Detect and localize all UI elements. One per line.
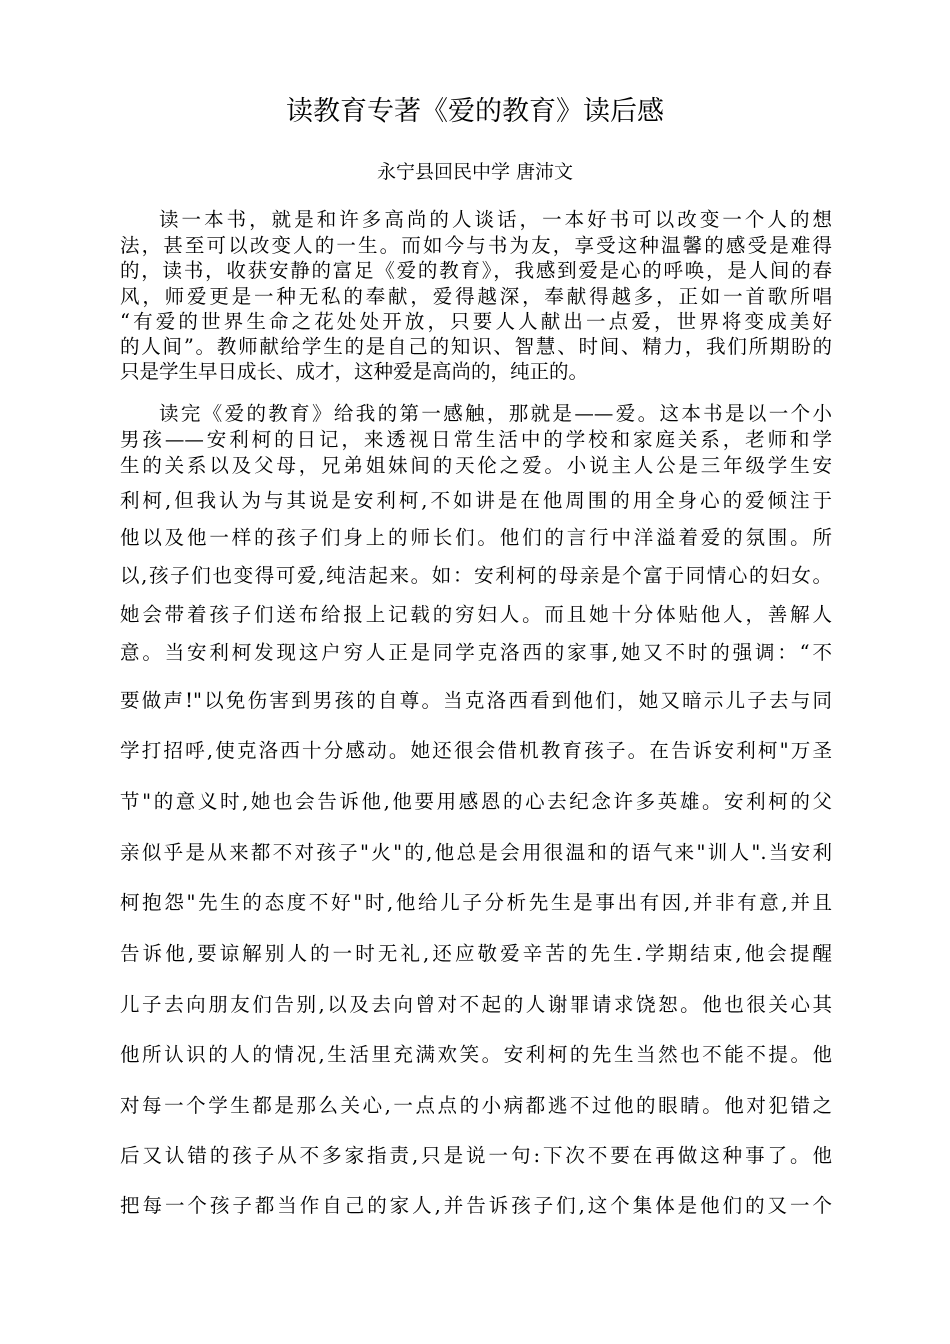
paragraph-line: 把每一个孩子都当作自己的家人,并告诉孩子们,这个集体是他们的又一个 xyxy=(120,1194,832,1217)
paragraph-line: 告诉他,要谅解别人的一时无礼,还应敬爱辛苦的先生.学期结束,他会提醒 xyxy=(120,942,832,965)
paragraph-line: 男孩——安利柯的日记，来透视日常生活中的学校和家庭关系，老师和学 xyxy=(120,428,832,451)
paragraph-line: 的人间”。教师献给学生的是自己的知识、智慧、时间、精力，我们所期盼的 xyxy=(120,335,832,358)
paragraph-line: 只是学生早日成长、成才，这种爱是高尚的，纯正的。 xyxy=(120,360,589,383)
paragraph-line: 以,孩子们也变得可爱,纯洁起来。如：安利柯的母亲是个富于同情心的妇女。 xyxy=(120,564,832,587)
paragraph-line: 他以及他一样的孩子们身上的师长们。他们的言行中洋溢着爱的氛围。所 xyxy=(120,526,832,549)
paragraph-line: 柯抱怨"先生的态度不好"时,他给儿子分析先生是事出有因,并非有意,并且 xyxy=(120,891,832,914)
paragraph-line: 她会带着孩子们送布给报上记载的穷妇人。而且她十分体贴他人，善解人 xyxy=(120,603,832,626)
paragraph-line: 的，读书，收获安静的富足《爱的教育》，我感到爱是心的呼唤，是人间的春 xyxy=(120,259,832,282)
document-title: 读教育专著《爱的教育》读后感 xyxy=(286,96,664,127)
paragraph-line: 后又认错的孩子从不多家指责,只是说一句:下次不要在再做这种事了。他 xyxy=(120,1144,832,1167)
paragraph-line: 儿子去向朋友们告别,以及去向曾对不起的人谢罪请求饶恕。他也很关心其 xyxy=(120,993,832,1016)
paragraph-line: 意。当安利柯发现这户穷人正是同学克洛西的家事,她又不时的强调：“不 xyxy=(120,641,832,664)
author-line: 永宁县回民中学 唐沛文 xyxy=(376,161,574,183)
paragraph-line: 生的关系以及父母，兄弟姐妹间的天伦之爱。小说主人公是三年级学生安 xyxy=(120,454,832,477)
paragraph-line: 利柯,但我认为与其说是安利柯,不如讲是在他周围的用全身心的爱倾注于 xyxy=(120,489,832,512)
paragraph-line: 节"的意义时,她也会告诉他,他要用感恩的心去纪念许多英雄。安利柯的父 xyxy=(120,790,832,813)
paragraph-line: “有爱的世界生命之花处处开放，只要人人献出一点爱，世界将变成美好 xyxy=(120,310,832,333)
paragraph-line: 要做声!"以免伤害到男孩的自尊。当克洛西看到他们，她又暗示儿子去与同 xyxy=(120,689,832,712)
paragraph-line: 学打招呼,使克洛西十分感动。她还很会借机教育孩子。在告诉安利柯"万圣 xyxy=(120,739,832,762)
paragraph-line: 亲似乎是从来都不对孩子"火"的,他总是会用很温和的语气来"训人".当安利 xyxy=(120,841,832,864)
paragraph-line: 法，甚至可以改变人的一生。而如今与书为友，享受这种温馨的感受是难得 xyxy=(120,234,832,257)
paragraph-line: 读一本书，就是和许多高尚的人谈话，一本好书可以改变一个人的想 xyxy=(159,208,832,231)
paragraph-line: 风，师爱更是一种无私的奉献，爱得越深，奉献得越多，正如一首歌所唱 xyxy=(120,285,832,308)
paragraph-line: 他所认识的人的情况,生活里充满欢笑。安利柯的先生当然也不能不提。他 xyxy=(120,1043,832,1066)
paragraph-line: 对每一个学生都是那么关心,一点点的小病都逃不过他的眼睛。他对犯错之 xyxy=(120,1094,832,1117)
paragraph-line: 读完《爱的教育》给我的第一感触，那就是——爱。这本书是以一个小 xyxy=(159,402,832,425)
